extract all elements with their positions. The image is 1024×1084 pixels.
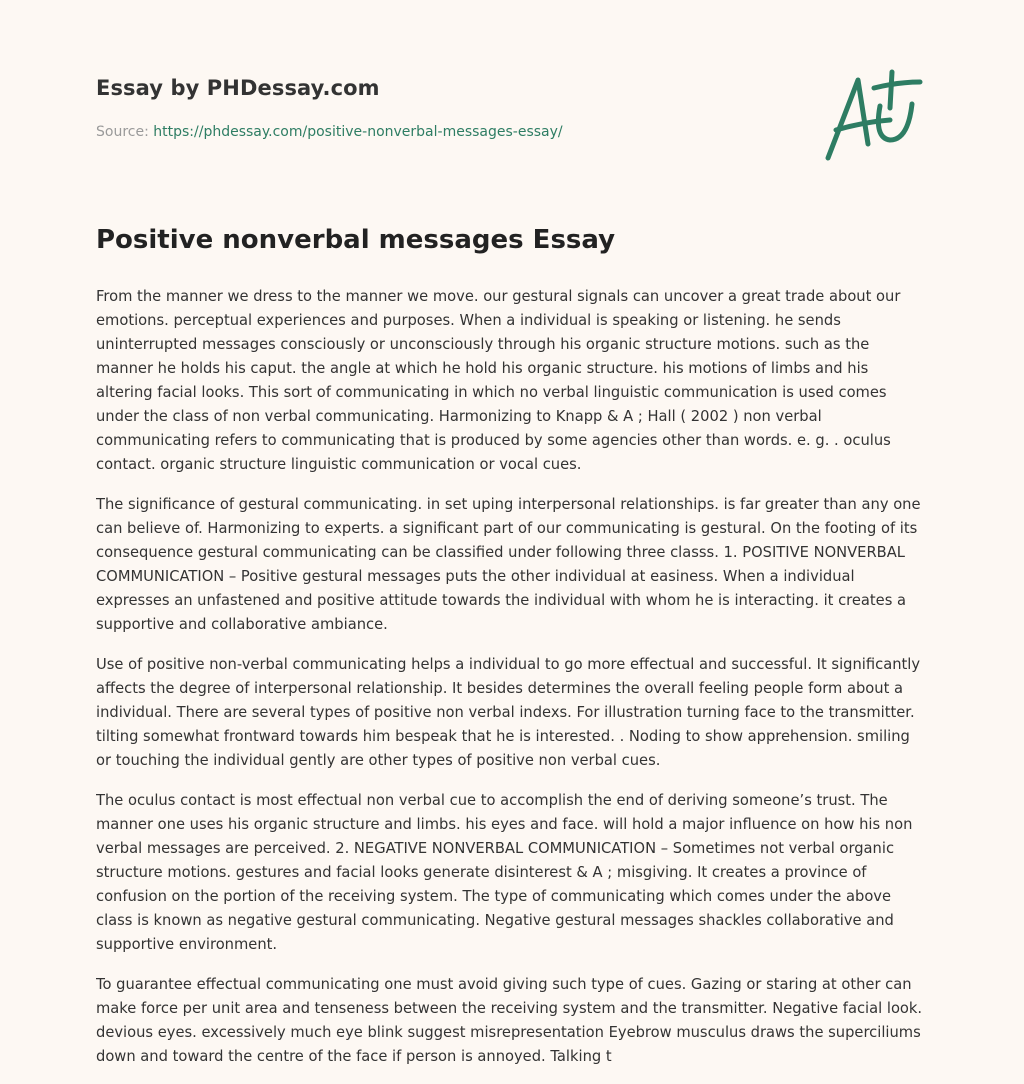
- essay-paragraph: The significance of gestural communicating. in set uping interpersonal relationships. is far greater than any one can believe of. Harmonizing to experts. a significant part of our communicating is gestural. On the footing of its consequence gestural communicating can be classified under following three classs. 1. POSITIVE NONVERBAL COMMUNICATION – Positive gestural messages puts the other individual at easiness. When a individual expresses an unfastened and positive attitude towards the individual with whom he is interacting. it creates a supportive and collaborative ambiance.: [96, 496, 921, 633]
- a-plus-logo-icon: [824, 68, 928, 164]
- source-link[interactable]: https://phdessay.com/positive-nonverbal-messages-essay/: [153, 124, 563, 140]
- site-title: Essay by PHDessay.com: [96, 76, 380, 100]
- essay-body: [96, 285, 928, 1077]
- essay-paragraph: The oculus contact is most effectual non verbal cue to accomplish the end of deriving someone’s trust. The manner one uses his organic structure and limbs. his eyes and face. will hold a major influence on how his non verbal messages are perceived. 2. NEGATIVE NONVERBAL COMMUNICATION – Sometimes not verbal organic structure motions. gestures and facial looks generate disinterest & A ; misgiving. It creates a province of confusion on the portion of the receiving system. The type of communicating which comes under the above class is known as negative gestural communicating. Negative gestural messages shackles collaborative and supportive environment.: [96, 792, 913, 953]
- essay-paragraph: From the manner we dress to the manner we move. our gestural signals can uncover a great trade about our emotions. perceptual experiences and purposes. When a individual is speaking or listening. he sends uninterrupted messages consciously or unconsciously through his organic structure motions. such as the manner he holds his caput. the angle at which he hold his organic structure. his motions of limbs and his altering facial looks. This sort of communicating in which no verbal linguistic communication is used comes under the class of non verbal communicating. Harmonizing to Knapp & A ; Hall ( 2002 ) non verbal communicating refers to communicating that is produced by some agencies other than words. e. g. . oculus contact. organic structure linguistic communication or vocal cues.: [96, 288, 901, 473]
- page-header: [96, 0, 928, 200]
- essay-paragraph: Use of positive non-verbal communicating helps a individual to go more effectual and successful. It significantly affects the degree of interpersonal relationship. It besides determines the overall feeling people form about a individual. There are several types of positive non verbal indexs. For illustration turning face to the transmitter. tilting somewhat frontward towards him bespeak that he is interested. . Noding to show apprehension. smiling or touching the individual gently are other types of positive non verbal cues.: [96, 656, 921, 769]
- source-label: Source:: [96, 124, 154, 140]
- essay-title: Positive nonverbal messages Essay: [96, 225, 616, 255]
- essay-paragraph: To guarantee effectual communicating one must avoid giving such type of cues. Gazing or staring at other can make force per unit area and tenseness between the receiving system and the transmitter. Negative facial look. devious eyes. excessively much eye blink suggest misrepresentation Eyebrow musculus draws the superciliums down and toward the centre of the face if person is annoyed. Talking t: [96, 976, 923, 1065]
- source-line: [96, 124, 563, 140]
